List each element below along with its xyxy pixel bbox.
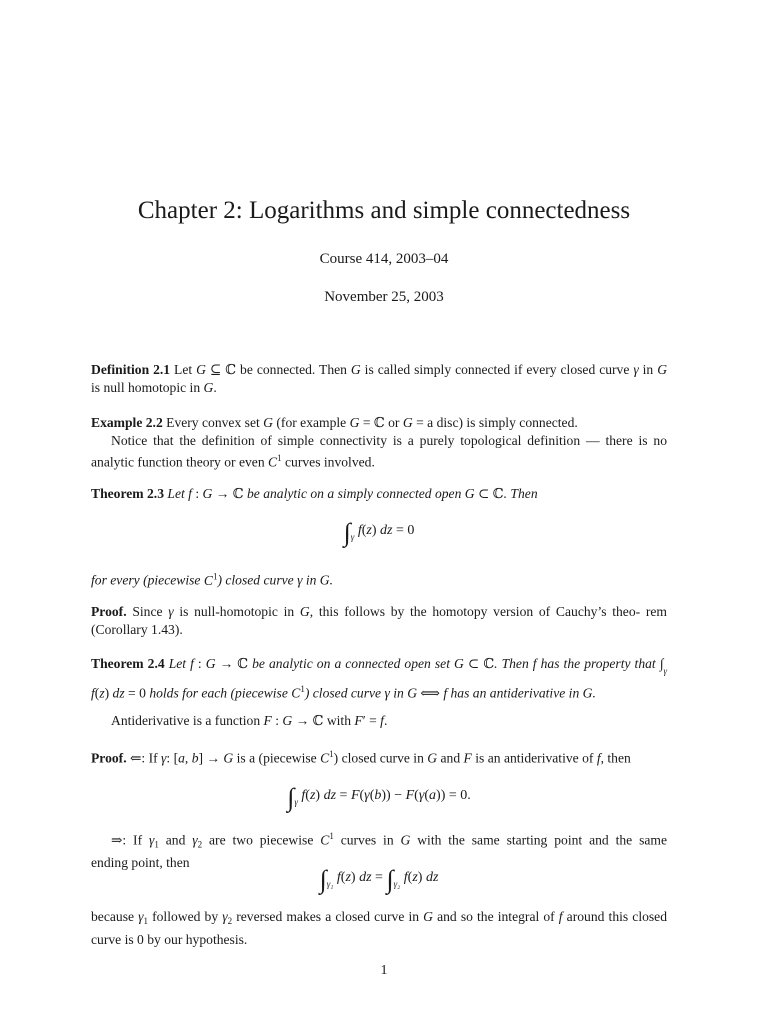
page-title: Chapter 2: Logarithms and simple connectedness <box>137 197 631 224</box>
course-line: Course 414, 2003–04 <box>319 251 449 267</box>
example-2-2: Example 2.2 Every convex set G (for example G = ℂ or G = a disc) is simply connected. <box>91 415 578 430</box>
proof-2-4-part3: because $\gamma_1$ followed by $\gamma_2$ reversed makes a closed curve in G and so the integral of f around this closed curve is 0 by our hypothesis. <box>91 909 668 947</box>
proof-2-3: Proof. Since γ is null-homotopic in G, this follows by the homotopy version of Cauchy’s theo- rem (Corollary 1.43). <box>91 604 668 637</box>
proof-label: Proof. <box>91 604 127 619</box>
proof-2-4-part2: ⇒: If $\gamma_1$ and $\gamma_2$ are two piecewise $C^1$ curves in G with the same starting point and the same ending point, then <box>91 831 667 871</box>
proof-2-4-formula1: $\int_\gamma$ f(z) dz = F(γ(b)) − F(γ(a)) = 0. <box>287 783 471 812</box>
definition-2-1: Definition 2.1 Let G ⊆ ℂ be connected. Then G is called simply connected if every closed curve γ in G is null homotopic in G. <box>91 362 668 395</box>
theorem-2-3: Theorem 2.3 Let f : G → ℂ be analytic on a simply connected open G ⊂ ℂ. Then <box>91 486 538 501</box>
theorem-2-3-after: for every (piecewise $C^1$) closed curve γ in G. <box>91 571 334 588</box>
page-number: 1 <box>380 963 388 978</box>
proof-label: Proof. <box>91 750 127 766</box>
theorem-label: Theorem 2.4 <box>91 656 165 671</box>
theorem-label: Theorem 2.3 <box>91 486 164 501</box>
theorem-2-4: Theorem 2.4 Let f : G → ℂ be analytic on a connected open set G ⊂ ℂ. Then f has the property that $\int_\gamma$ f(z) dz = 0 holds for each (piecewise $C^1$) closed curve γ in G ⟺ f has an antiderivative in G. <box>91 656 668 701</box>
proof-2-4-part1: Proof. ⇐: If γ: [a, b] → G is a (piecewise $C^1$) closed curve in G and F is an antiderivative of f, then <box>91 749 631 766</box>
theorem-2-4-note: Antiderivative is a function F : G → ℂ with F′ = f. <box>111 713 388 728</box>
definition-label: Definition 2.1 <box>91 362 171 377</box>
example-note: Notice that the definition of simple connectivity is a purely topological definition — there is no analytic function theory or even $C^1$ curves involved. <box>91 433 667 470</box>
proof-2-4-formula2: $\int_{\gamma_1}$ f(z) dz = $\int_{\gamma_2}$ f(z) dz <box>319 865 439 894</box>
example-label: Example 2.2 <box>91 415 163 430</box>
date-line: November 25, 2003 <box>324 289 444 305</box>
theorem-2-3-formula: $\int_\gamma$ f(z) dz = 0 <box>343 518 415 547</box>
